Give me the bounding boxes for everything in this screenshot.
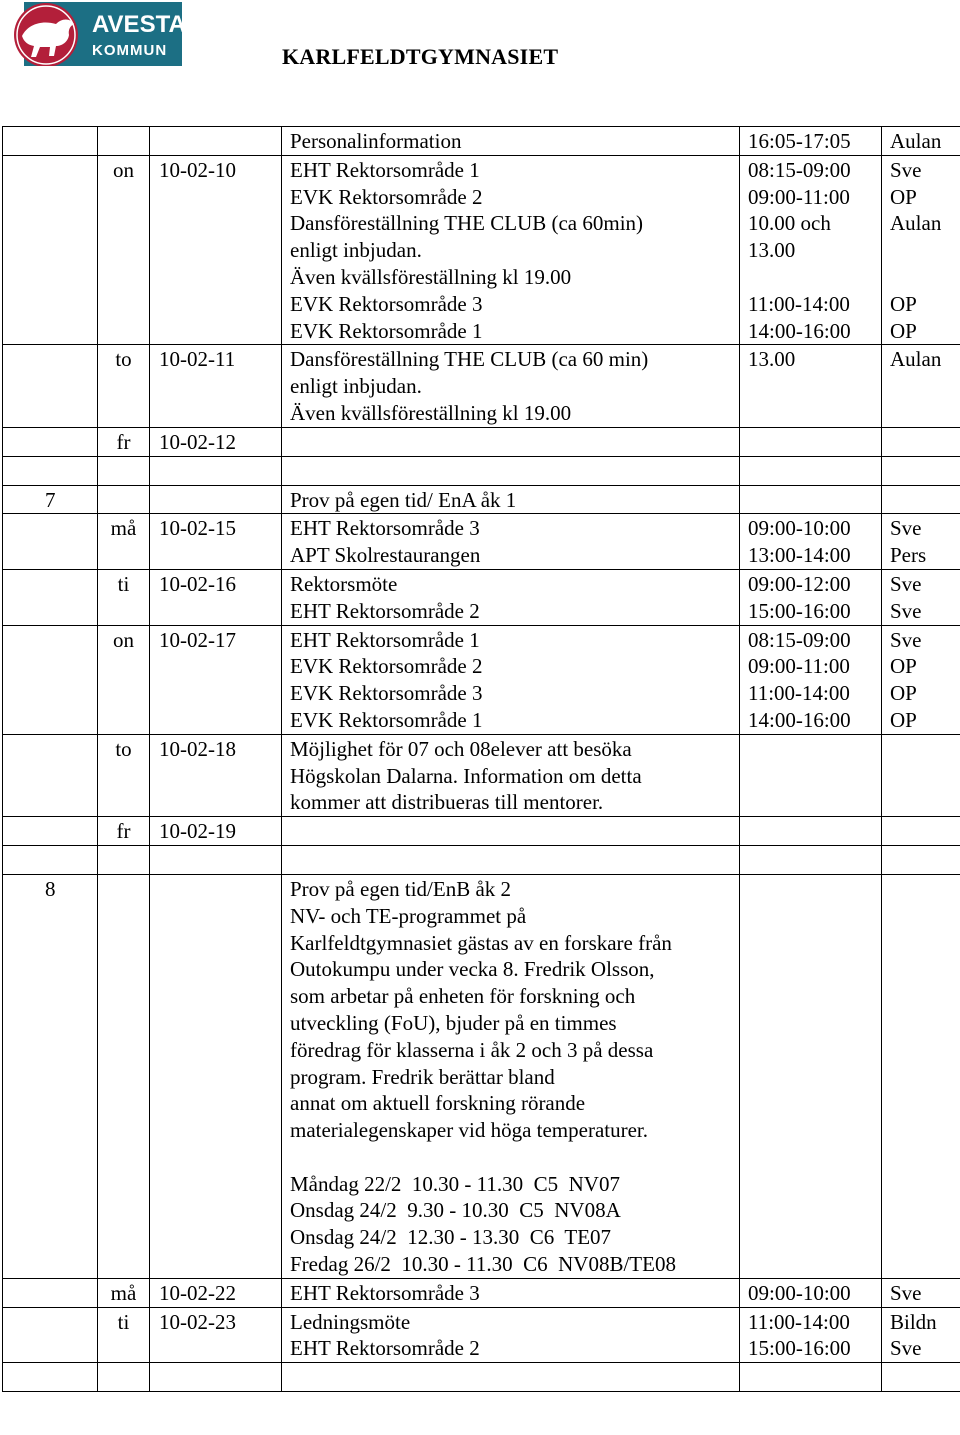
date: 10-02-18	[159, 736, 236, 761]
weekday: on	[113, 627, 134, 652]
location: Bildn Sve	[890, 1309, 937, 1361]
location-cell	[882, 514, 960, 570]
date: 10-02-22	[159, 1280, 236, 1305]
time-range-cell	[740, 569, 882, 625]
date: 10-02-10	[159, 157, 236, 182]
week-number-cell	[3, 485, 98, 514]
event-text-cell	[282, 456, 740, 485]
event-text: EHT Rektorsområde 1 EVK Rektorsområde 2 EVK Rektorsområde 3 EVK Rektorsområde 1	[290, 627, 483, 732]
event-text: Dansföreställning THE CLUB (ca 60 min) enligt inbjudan. Även kvällsföreställning kl 19.00	[290, 347, 649, 425]
event-text: Personalinformation	[290, 129, 462, 153]
time-range-cell	[740, 345, 882, 427]
date: 10-02-17	[159, 627, 236, 652]
date-cell	[150, 817, 282, 846]
weekday-cell	[98, 845, 150, 874]
time-range-cell	[740, 874, 882, 1278]
date-cell	[150, 569, 282, 625]
location-cell	[882, 874, 960, 1278]
location-cell	[882, 485, 960, 514]
week-number-cell	[3, 734, 98, 816]
weekday: må	[110, 516, 137, 541]
date-cell	[150, 1278, 282, 1307]
logo-text-avesta: AVESTA	[92, 11, 182, 38]
time-range-cell	[740, 1363, 882, 1392]
date: 10-02-11	[159, 347, 236, 372]
week-number-cell	[3, 456, 98, 485]
weekday-cell	[98, 734, 150, 816]
time-range-cell	[740, 427, 882, 456]
schedule-row	[3, 845, 960, 874]
date: 10-02-15	[159, 516, 236, 541]
week-number-cell	[3, 1363, 98, 1392]
date-cell	[150, 874, 282, 1278]
event-text-cell	[282, 734, 740, 816]
time-range: 16:05-17:05	[748, 129, 851, 153]
week-number-cell	[3, 845, 98, 874]
event-text-cell	[282, 485, 740, 514]
schedule-row	[3, 345, 960, 427]
time-range-cell	[740, 845, 882, 874]
schedule-row	[3, 456, 960, 485]
avesta-kommun-logo-svg	[12, 2, 182, 66]
weekday-cell	[98, 456, 150, 485]
event-text-cell	[282, 874, 740, 1278]
weekday: ti	[117, 1309, 130, 1334]
weekday: ti	[117, 571, 130, 596]
event-text-cell	[282, 345, 740, 427]
time-range: 08:15-09:00 09:00-11:00 11:00-14:00 14:00-16:00	[748, 627, 851, 732]
location-cell	[882, 456, 960, 485]
time-range-cell	[740, 734, 882, 816]
schedule-row	[3, 569, 960, 625]
date-cell	[150, 485, 282, 514]
location-cell	[882, 734, 960, 816]
weekday-cell	[98, 874, 150, 1278]
weekday-cell	[98, 1278, 150, 1307]
location: Sve Sve	[890, 571, 922, 623]
event-text-cell	[282, 1278, 740, 1307]
schedule-row	[3, 514, 960, 570]
schedule-row	[3, 485, 960, 514]
event-text: EHT Rektorsområde 1 EVK Rektorsområde 2 Dansföreställning THE CLUB (ca 60min) enligt inbjudan. Även kvällsföreställning kl 19.00 EVK Rektorsområde 3 EVK Rektorsområde 1	[290, 157, 644, 343]
event-text-cell	[282, 514, 740, 570]
event-text: EHT Rektorsområde 3	[290, 1280, 480, 1305]
location: Sve Pers	[890, 516, 927, 568]
time-range: 09:00-10:00	[748, 1280, 851, 1305]
weekday: må	[110, 1280, 137, 1305]
week-number: 8	[45, 876, 56, 901]
weekday-cell	[98, 514, 150, 570]
weekday-cell	[98, 345, 150, 427]
weekday-cell	[98, 569, 150, 625]
event-text: EHT Rektorsområde 3 APT Skolrestaurangen	[290, 516, 481, 568]
date-cell	[150, 345, 282, 427]
location: Aulan	[890, 347, 942, 372]
weekday-cell	[98, 1307, 150, 1363]
weekday-cell	[98, 485, 150, 514]
time-range: 13.00	[748, 347, 796, 372]
time-range: 09:00-12:00 15:00-16:00	[748, 571, 851, 623]
schedule-row	[3, 155, 960, 345]
event-text-cell	[282, 845, 740, 874]
weekday-cell	[98, 817, 150, 846]
date-cell	[150, 155, 282, 345]
location: Sve OP Aulan OP OP	[890, 157, 942, 343]
week-number-cell	[3, 569, 98, 625]
event-text-cell	[282, 1363, 740, 1392]
schedule-row	[3, 1278, 960, 1307]
weekday: to	[115, 736, 132, 761]
location-cell	[882, 1363, 960, 1392]
time-range-cell	[740, 625, 882, 734]
time-range-cell	[740, 817, 882, 846]
date-cell	[150, 1363, 282, 1392]
time-range-cell	[740, 1307, 882, 1363]
week-number-cell	[3, 1307, 98, 1363]
time-range: 11:00-14:00 15:00-16:00	[748, 1309, 851, 1361]
event-text-cell	[282, 625, 740, 734]
schedule-table	[2, 126, 960, 1392]
location-cell	[882, 845, 960, 874]
date: 10-02-12	[159, 429, 236, 454]
week-number-cell	[3, 427, 98, 456]
week-number-cell	[3, 625, 98, 734]
week-number-cell	[3, 345, 98, 427]
weekday: on	[113, 157, 134, 182]
event-text: Ledningsmöte EHT Rektorsområde 2	[290, 1309, 480, 1361]
date-cell	[150, 1307, 282, 1363]
time-range-cell	[740, 456, 882, 485]
avesta-kommun-logo	[12, 2, 182, 66]
location-cell	[882, 155, 960, 345]
weekday-cell	[98, 127, 150, 156]
time-range-cell	[740, 127, 882, 156]
schedule-row	[3, 127, 960, 156]
date-cell	[150, 734, 282, 816]
location-cell	[882, 1307, 960, 1363]
schedule-row	[3, 1307, 960, 1363]
event-text: Prov på egen tid/EnB åk 2 NV- och TE-programmet på Karlfeldtgymnasiet gästas av en forskare från Outokumpu under vecka 8. Fredrik Olsson, som arbetar på enheten för forskning och utveckling (FoU), bjuder på en timmes föredrag för klasserna i åk 2 och 3 på dessa program. Fredrik berättar bland annat om aktuell forskning rörande materialegenskaper vid höga temperaturer. Måndag 22/2 10.30 - 11.30 C5 NV07 Onsdag 24/2 9.30 - 10.30 C5 NV08A Onsdag 24/2 12.30 - 13.30 C6 TE07 Fredag 26/2 10.30 - 11.30 C6 NV08B/TE08	[290, 876, 676, 1277]
event-text-cell	[282, 1307, 740, 1363]
location: Sve	[890, 1280, 922, 1305]
location-cell	[882, 1278, 960, 1307]
time-range: 09:00-10:00 13:00-14:00	[748, 516, 851, 568]
date-cell	[150, 427, 282, 456]
event-text-cell	[282, 155, 740, 345]
date-cell	[150, 456, 282, 485]
week-number-cell	[3, 817, 98, 846]
location-cell	[882, 625, 960, 734]
date-cell	[150, 845, 282, 874]
event-text-cell	[282, 817, 740, 846]
time-range-cell	[740, 155, 882, 345]
schedule-row	[3, 1363, 960, 1392]
location: Sve OP OP OP	[890, 627, 922, 732]
event-text: Rektorsmöte EHT Rektorsområde 2	[290, 571, 480, 623]
time-range-cell	[740, 514, 882, 570]
date-cell	[150, 514, 282, 570]
event-text-cell	[282, 127, 740, 156]
schedule-row	[3, 874, 960, 1278]
location-cell	[882, 345, 960, 427]
schedule-row	[3, 427, 960, 456]
week-number-cell	[3, 155, 98, 345]
week-number-cell	[3, 127, 98, 156]
time-range: 08:15-09:00 09:00-11:00 10.00 och 13.00 11:00-14:00 14:00-16:00	[748, 157, 851, 343]
location-cell	[882, 127, 960, 156]
location-cell	[882, 569, 960, 625]
weekday: fr	[116, 819, 131, 844]
date: 10-02-16	[159, 571, 236, 596]
schedule-row	[3, 734, 960, 816]
event-text-cell	[282, 427, 740, 456]
weekday-cell	[98, 1363, 150, 1392]
weekday-cell	[98, 625, 150, 734]
week-number-cell	[3, 514, 98, 570]
event-text: Prov på egen tid/ EnA åk 1	[290, 487, 517, 512]
schedule-body	[3, 127, 960, 1392]
date: 10-02-23	[159, 1309, 236, 1334]
weekday: fr	[116, 429, 131, 454]
time-range-cell	[740, 485, 882, 514]
schedule-row	[3, 625, 960, 734]
week-number-cell	[3, 1278, 98, 1307]
date: 10-02-19	[159, 819, 236, 844]
event-text: Möjlighet för 07 och 08elever att besöka Högskolan Dalarna. Information om detta kommer att distribueras till mentorer.	[290, 736, 642, 815]
location-cell	[882, 427, 960, 456]
date-cell	[150, 625, 282, 734]
logo-text-kommun: KOMMUN	[92, 42, 168, 59]
week-number-cell	[3, 874, 98, 1278]
weekday-cell	[98, 427, 150, 456]
date-cell	[150, 127, 282, 156]
weekday-cell	[98, 155, 150, 345]
location-cell	[882, 817, 960, 846]
event-text-cell	[282, 569, 740, 625]
week-number: 7	[45, 487, 56, 512]
school-title: KARLFELDTGYMNASIET	[282, 44, 559, 69]
time-range-cell	[740, 1278, 882, 1307]
location: Aulan	[890, 129, 942, 153]
weekday: to	[115, 347, 132, 372]
schedule-row	[3, 817, 960, 846]
